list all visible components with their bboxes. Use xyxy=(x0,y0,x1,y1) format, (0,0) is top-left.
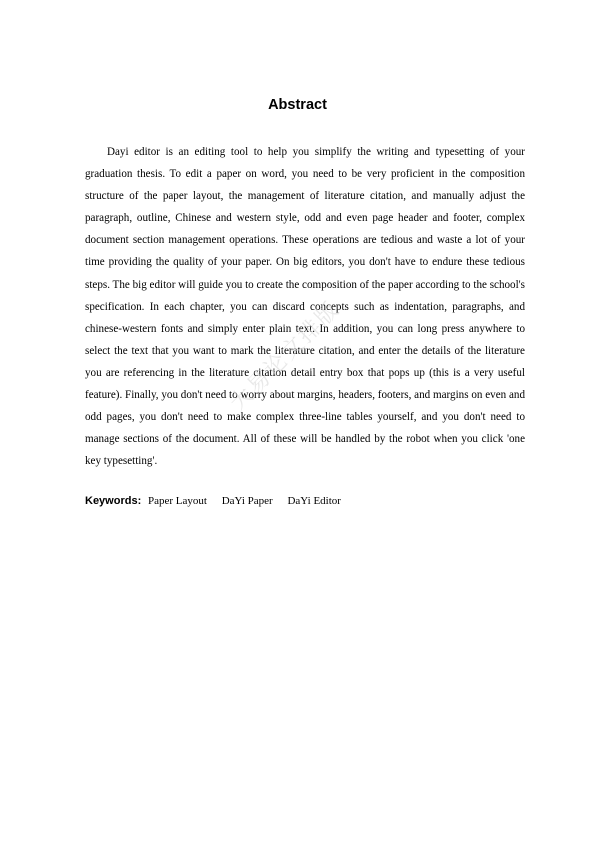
keyword-item: DaYi Paper xyxy=(221,495,273,507)
watermark: 大易论文排版 xyxy=(225,296,346,417)
keyword-item: Paper Layout xyxy=(148,495,207,507)
keyword-item: DaYi Editor xyxy=(287,495,341,507)
abstract-body: Dayi editor is an editing tool to help you simplify the writing and typesetting of your graduation thesis. To edit a paper on word, you need to be very proficient in the composition structure of the paper layout, the management of literature citation, and manually adjust the paragraph, outline, Chinese and western style, odd and even page header and footer, complex document section management operations. These operations are tedious and waste a lot of your time providing the quality of your paper. On big editors, you don't have to endure these tedious steps. The big editor will guide you to create the composition of the paper according to the school's specification. In each chapter, you can discard concepts such as indentation, paragraphs, and chinese-western fonts and simply enter plain text. In addition, you can long press anywhere to select the text that you want to mark the literature citation, and enter the details of the literature you are referencing in the literature citation detail entry box that pops up (this is a very useful feature). Finally, you don't need to worry about margins, headers, footers, and margins on even and odd pages, you don't need to make complex three-line tables yourself, and you don't need to manage sections of the document. All of these will be handled by the robot when you click 'one key typesetting'. xyxy=(85,146,525,468)
abstract-title: Abstract xyxy=(268,97,327,113)
keywords-line xyxy=(85,493,525,509)
keywords-label: Keywords: xyxy=(85,495,142,507)
